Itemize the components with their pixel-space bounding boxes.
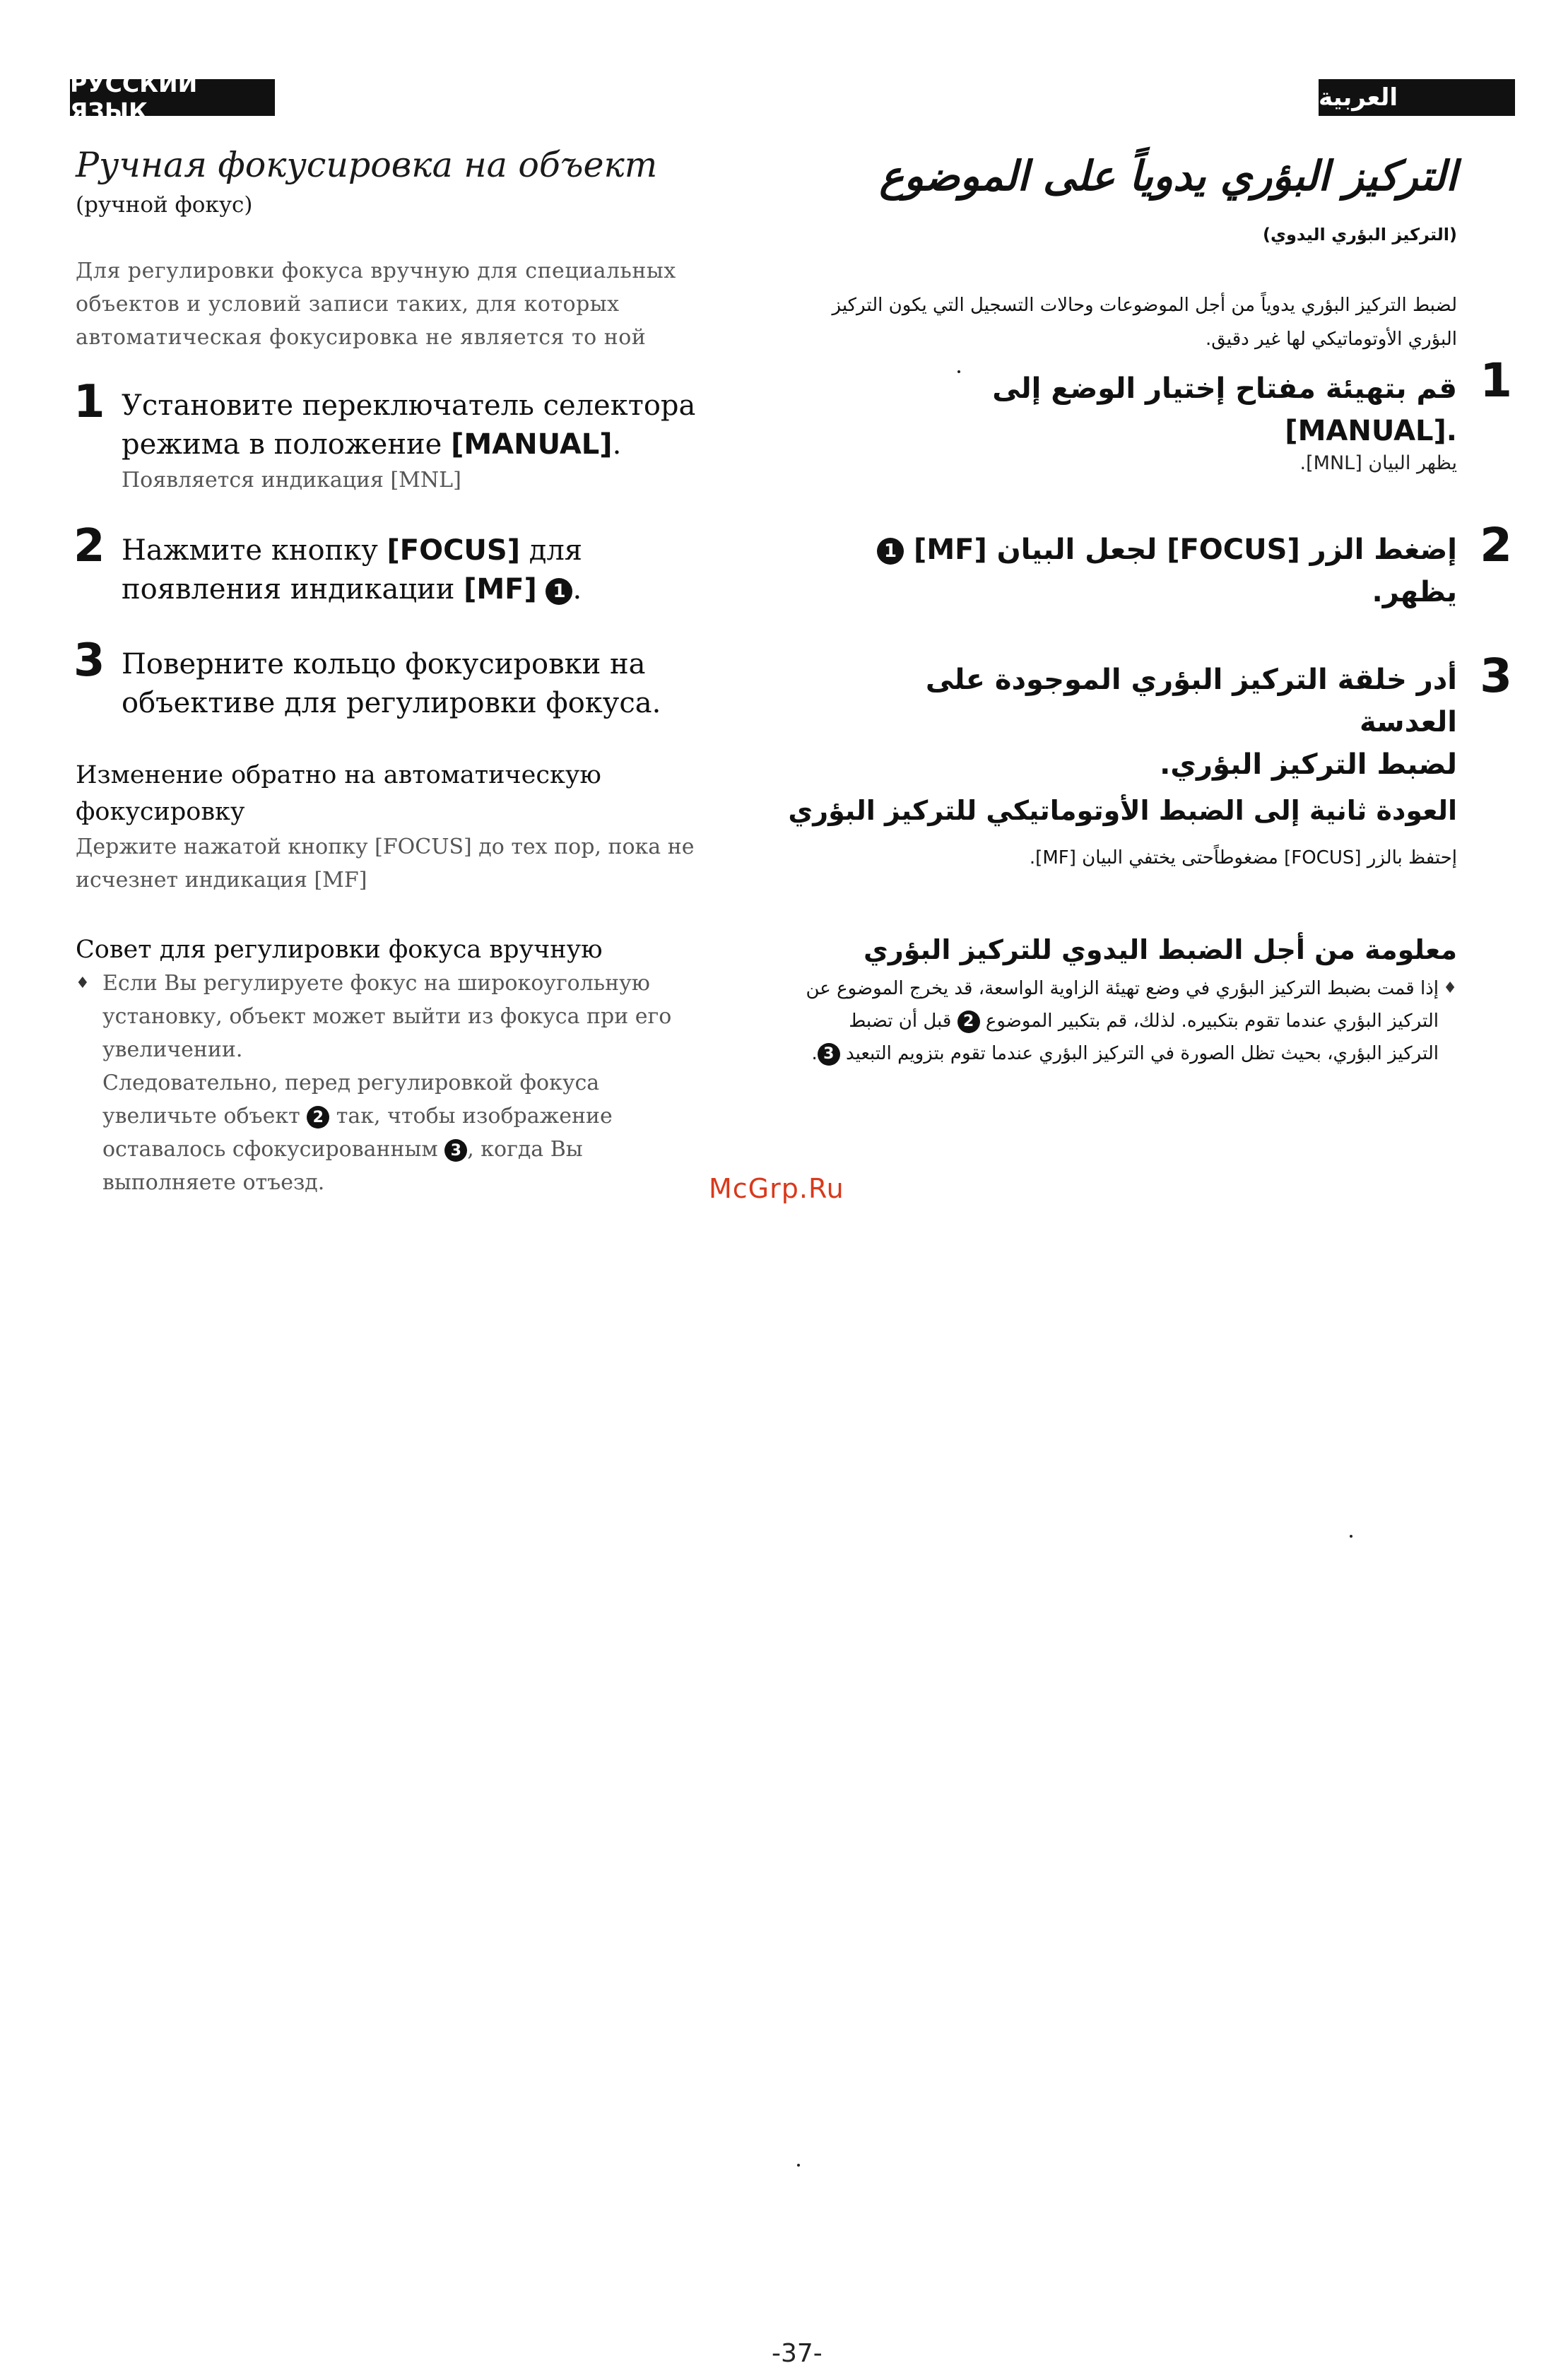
ru-step-3-number: 3	[73, 635, 105, 687]
russian-language-badge: РУССКИЙ ЯЗЫК	[70, 79, 275, 116]
ru-tip-section	[76, 931, 754, 1199]
ru-step-1-number: 1	[73, 376, 105, 428]
circle-3-icon: 3	[444, 1139, 467, 1162]
ar-tip-heading: معلومة من أجل الضبط اليدوي للتركيز البؤري	[864, 934, 1457, 965]
russian-title: Ручная фокусировка на объект	[76, 145, 658, 185]
arabic-language-badge: العربية	[1319, 79, 1515, 116]
bullet-diamond-icon: ♦	[1443, 979, 1457, 997]
russian-subtitle: (ручной фокус)	[76, 192, 253, 218]
russian-intro: Для регулировки фокуса вручную для специальных объектов и условий записи таких, для которых автоматическая фокусировка не является то ной	[76, 259, 676, 350]
ru-step-1-note: Появляется индикация [MNL]	[122, 468, 461, 493]
ar-step-3-text: أدر خلقة التركيز البؤري الموجودة على العدسة لضبط التركيز البؤري.	[925, 664, 1457, 781]
ru-tip-heading: Совет для регулировки фокуса вручную	[76, 936, 603, 964]
ar-step-1-note: يظهر البيان [MNL].	[1299, 452, 1457, 474]
ru-step-2-text: Нажмите кнопку [FOCUS] для появления индикации [MF] 1 .	[122, 534, 583, 606]
ru-return-auto-heading: Изменение обратно на автоматическую фокусировку	[76, 761, 601, 826]
ru-return-auto-text: Держите нажатой кнопку [FOCUS] до тех пор, пока не исчезнет индикация [MF]	[76, 835, 695, 892]
bullet-diamond-icon: ♦	[76, 974, 90, 992]
circle-2-icon: 2	[957, 1011, 980, 1033]
ar-tip-text: ♦ إذا قمت بضبط التركيز البؤري في وضع تهيئة الزاوية الواسعة، قد يخرج الموضوع عن التركيز البؤري عندما تقوم بتكبيره. لذلك، قم بتكبير الموضوع 2 قبل أن تضبط التركيز البؤري، بحيث تظل الصورة في التركيز البؤري عندما تقوم بتزويم التبعيد 3.	[750, 972, 1457, 1070]
ru-tip-text: ♦ Если Вы регулируете фокус на широкоугольную установку, объект может выйти из фокуса при его увеличении. Следовательно, перед регулировкой фокуса увеличьте объект 2 так, чтобы изображение оставалось сфокусированным 3 , когда Вы выполняете отъезд.	[76, 967, 754, 1199]
stray-dot	[957, 370, 960, 373]
stray-dot	[797, 2164, 800, 2167]
ar-step-1-text: قم بتهيئة مفتاح إختيار الوضع إلى .[MANUAL]	[992, 372, 1457, 447]
ru-return-auto-section	[76, 757, 754, 897]
ru-step-1-text: Установите переключатель селектора режима в положение [MANUAL].	[122, 389, 696, 461]
ar-return-auto-text: إحتفظ بالزر [FOCUS] مضغوطاًحتى يختفي البيان [MF].	[1029, 847, 1457, 868]
ar-tip-section	[750, 934, 1457, 1070]
ar-return-auto-section	[750, 795, 1457, 874]
ar-step-3-number: 3	[1480, 649, 1512, 703]
ar-step-2-number: 2	[1480, 518, 1512, 572]
circle-1-icon: 1	[546, 578, 572, 605]
watermark: McGrp.Ru	[709, 1173, 844, 1204]
stray-dot	[1350, 1535, 1352, 1538]
page-number: -37-	[772, 2339, 823, 2368]
ar-step-1-number: 1	[1480, 353, 1512, 408]
circle-2-icon: 2	[307, 1106, 329, 1129]
circle-1-icon: 1	[877, 538, 904, 565]
arabic-intro: لضبط التركيز البؤري يدوياً من أجل الموضوعات وحالات التسجيل التي يكون التركيز البؤري الأوتوماتيكي لها غير دقيق.	[832, 295, 1457, 350]
arabic-title: التركيز البؤري يدوياً على الموضوع	[879, 152, 1457, 200]
arabic-subtitle: (التركيز البؤري اليدوي)	[1262, 225, 1457, 245]
ru-step-2-number: 2	[73, 520, 105, 572]
ru-step-3-text: Поверните кольцо фокусировки на объективе для регулировки фокуса.	[122, 648, 661, 719]
circle-3-icon: 3	[818, 1043, 840, 1066]
ar-step-2-text: إضغط الزر [FOCUS] لجعل البيان [MF] 1 يظهر.	[821, 529, 1457, 613]
ar-return-auto-heading: العودة ثانية إلى الضبط الأوتوماتيكي للتركيز البؤري	[788, 795, 1457, 826]
